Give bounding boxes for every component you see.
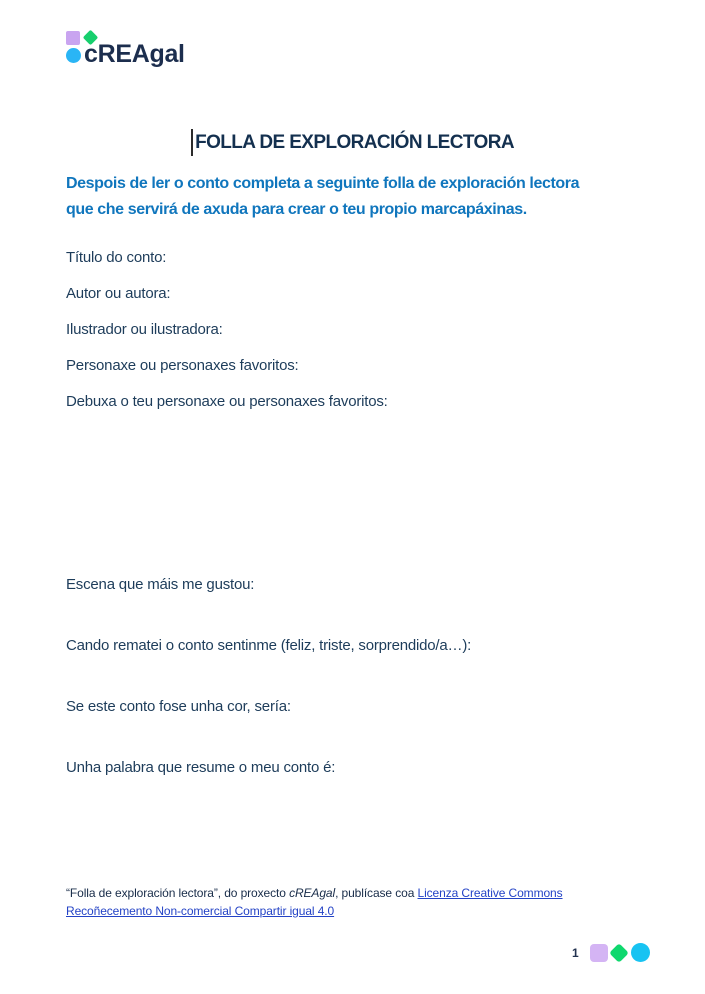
page-title: FOLLA DE EXPLORACIÓN LECTORA: [195, 132, 514, 153]
title-row: [0, 129, 705, 156]
field-label-personaxe: Personaxe ou personaxes favoritos:: [66, 357, 299, 374]
field-label-palabra: Unha palabra que resume o meu conto é:: [66, 759, 336, 776]
logo-wordmark: cREAgal: [84, 40, 185, 68]
field-label-autor: Autor ou autora:: [66, 285, 171, 302]
logo-circle-icon: [66, 48, 81, 63]
field-label-titulo: Título do conto:: [66, 249, 167, 266]
field-label-escena: Escena que máis me gustou:: [66, 576, 255, 593]
fields-bottom-group: [66, 576, 471, 777]
page-number: 1: [572, 946, 579, 960]
citation-prefix: “Folla de exploración lectora”, do proxecto: [66, 886, 290, 900]
field-label-ilustrador: Ilustrador ou ilustradora:: [66, 321, 223, 338]
license-link[interactable]: Licenza Creative Commons Recoñecemento Non-comercial Compartir igual 4.0: [66, 886, 563, 918]
citation-connector: , publícase coa: [335, 886, 418, 900]
field-label-sentinme: Cando rematei o conto sentinme (feliz, triste, sorprendido/a…):: [66, 637, 472, 654]
creagal-logo: [66, 30, 266, 70]
text-caret: [191, 129, 193, 156]
intro-paragraph: [66, 171, 666, 223]
footer-diamond-icon: [609, 943, 629, 963]
footer-square-icon: [590, 944, 608, 962]
logo-square-icon: [66, 31, 80, 45]
fields-top-group: [66, 249, 388, 411]
intro-line-2: que che servirá de axuda para crear o teu propio marcapáxinas.: [66, 201, 527, 218]
project-name: cREAgal: [289, 886, 336, 900]
field-label-cor: Se este conto fose unha cor, sería:: [66, 698, 291, 715]
footer-circle-icon: [631, 943, 650, 962]
field-label-debuxa: Debuxa o teu personaxe ou personaxes favoritos:: [66, 393, 388, 410]
footer-citation: [66, 885, 614, 920]
intro-line-1: Despois de ler o conto completa a seguinte folla de exploración lectora: [66, 175, 580, 192]
